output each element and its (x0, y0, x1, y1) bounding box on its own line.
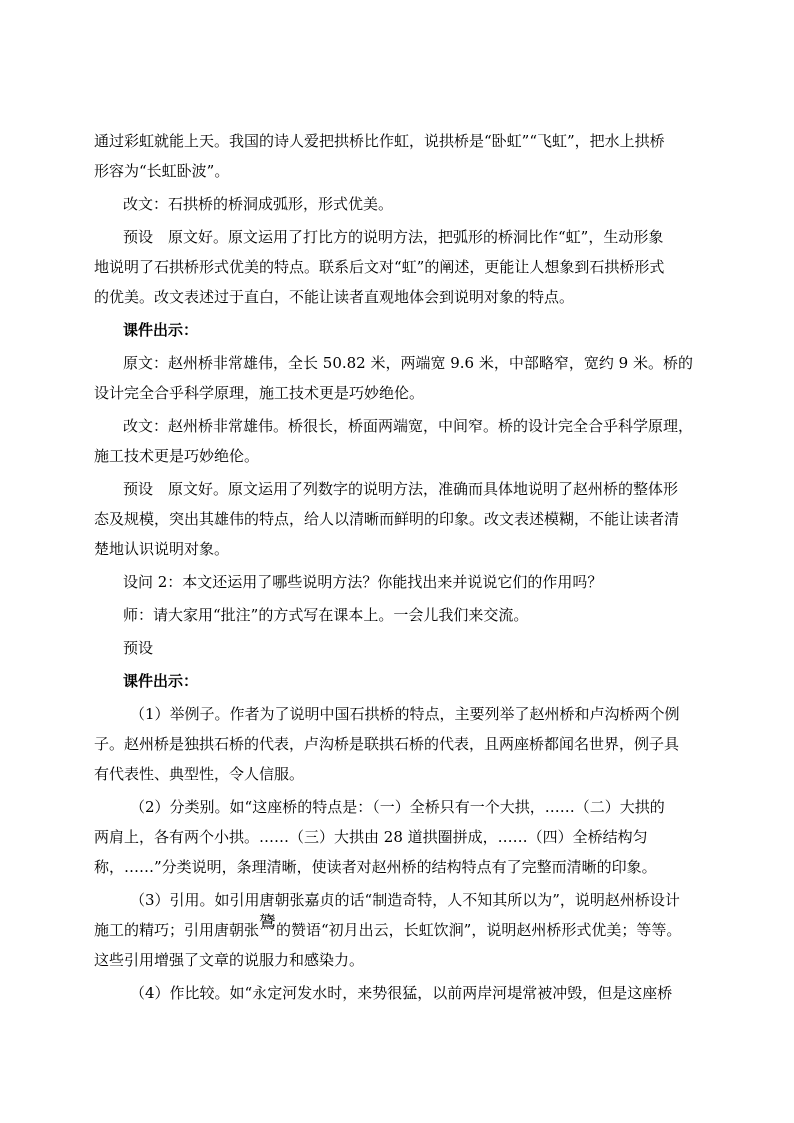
method-comparison: （4）作比较。如“永定河发水时，来势很猛，以前两岸河堤常被冲毁，但是这座桥 (130, 984, 673, 1002)
paragraph-preset-1: 预设 原文好。原文运用了打比方的说明方法，把弧形的桥洞比作“虹”，生动形象 地说明了石拱桥形式优美的特点。联系后文对“虹”的阐述，更能让人想象到石拱桥形式 的优美。改文表述过于直白，不能让读者直观地体会到说明对象的特点。 (94, 228, 665, 306)
paragraph-revised-text-2: 改文：赵州桥非常雄伟。桥很长，桥面两端宽，中间窄。桥的设计完全合乎科学原理， 施工技术更是巧妙绝伦。 (94, 417, 694, 465)
rare-character: 鷟 (259, 913, 277, 933)
paragraph-revised-text-1: 改文：石拱桥的桥洞成弧形，形式优美。 (123, 195, 394, 213)
question-2: 设问 2：本文还运用了哪些说明方法？你能找出来并说说它们的作用吗？ (123, 573, 603, 591)
method-quotation: （3）引用。如引用唐朝张嘉贞的话“制造奇特，人不知其所以为”，说明赵州桥设计 施工的精巧；引用唐朝张鷟的赞语“初月出云，长虹饮涧”，说明赵州桥形式优美；等等。 这些引用增强了文章的说服力和感染力。 (94, 891, 682, 969)
courseware-heading-2: 课件出示： (123, 672, 199, 690)
paragraph-preset-2: 预设 原文好。原文运用了列数字的说明方法，准确而具体地说明了赵州桥的整体形 态及规模，突出其雄伟的特点，给人以清晰而鲜明的印象。改文表述模糊，不能让读者清 楚地认识说明对象。 (94, 480, 680, 558)
method-example: （1）举例子。作者为了说明中国石拱桥的特点，主要列举了赵州桥和卢沟桥两个例 子。赵州桥是独拱石桥的代表，卢沟桥是联拱石桥的代表，且两座桥都闻名世界，例子具 有代表性、典型性，令人信服。 (94, 705, 680, 783)
teacher-instruction: 师：请大家用“批注”的方式写在课本上。一会儿我们来交流。 (123, 606, 529, 624)
document-body (94, 126, 724, 1011)
method-classification: （2）分类别。如“这座桥的特点是：（一）全桥只有一个大拱，……（二）大拱的 两肩上，各有两个小拱。……（三）大拱由 28 道拱圈拼成，……（四）全桥结构匀 称，……”分类说明，条理清晰，使读者对赵州桥的结构特点有了完整而清晰的印象。 (94, 798, 665, 876)
courseware-heading-1: 课件出示： (123, 321, 199, 339)
paragraph-rainbow: 通过彩虹就能上天。我国的诗人爱把拱桥比作虹，说拱桥是“卧虹”“飞虹”，把水上拱桥 形容为“长虹卧波”。 (94, 132, 665, 180)
preset-label: 预设 (123, 639, 154, 657)
paragraph-original-text-2: 原文：赵州桥非常雄伟，全长 50.82 米，两端宽 9.6 米，中部略窄，宽约 9 米。桥的 设计完全合乎科学原理，施工技术更是巧妙绝伦。 (94, 354, 693, 402)
